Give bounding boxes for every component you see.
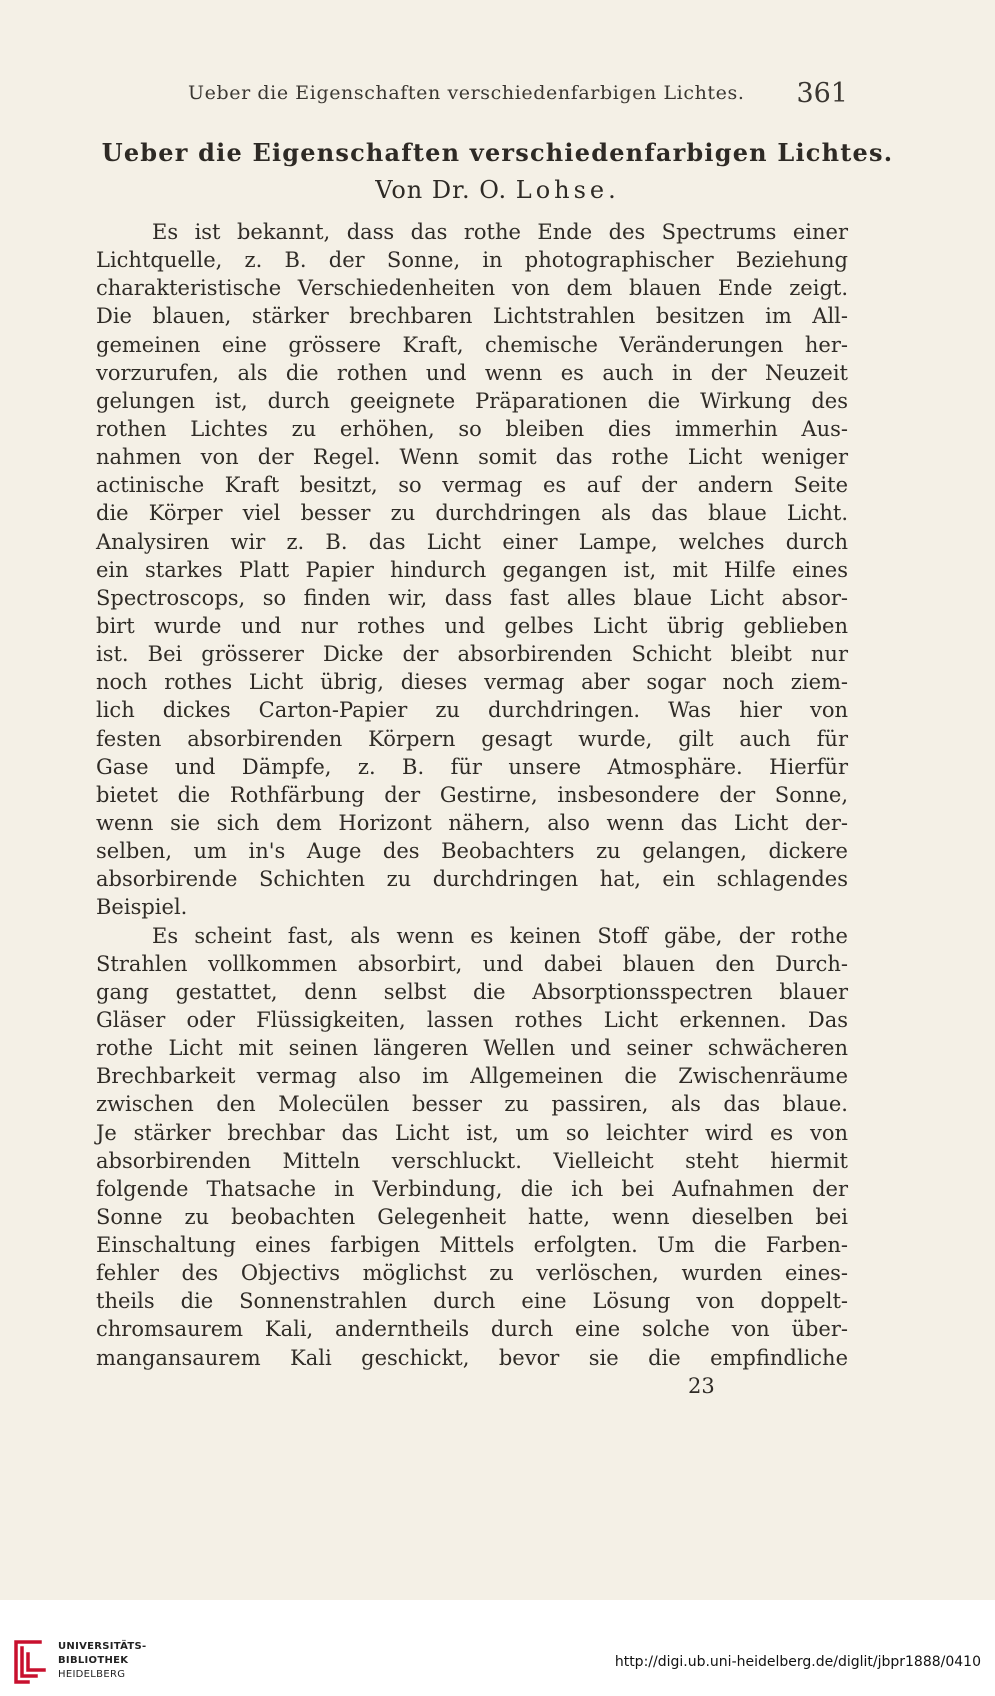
text-line: Brechbarkeit vermag also im Allgemeinen die Zwischenräume: [96, 1064, 848, 1089]
text-line: rothen Lichtes zu erhöhen, so bleiben dies immerhin Aus-: [96, 416, 848, 441]
text-line: birt wurde und nur rothes und gelbes Licht übrig geblieben: [96, 613, 848, 638]
institution-line-3: HEIDELBERG: [58, 1669, 126, 1680]
byline-prefix: Von Dr. O.: [375, 176, 508, 204]
text-line: chromsaurem Kali, anderntheils durch eine solche von über-: [96, 1317, 848, 1342]
text-line: charakteristische Verschiedenheiten von dem blauen Ende zeigt.: [96, 276, 848, 301]
text-line: actinische Kraft besitzt, so vermag es auf der andern Seite: [96, 473, 848, 498]
text-line: gemeinen eine grössere Kraft, chemische Veränderungen her-: [96, 332, 848, 357]
text-line: Die blauen, stärker brechbaren Lichtstrahlen besitzen im All-: [96, 304, 848, 329]
body-text: [96, 218, 848, 1372]
text-line: Strahlen vollkommen absorbirt, und dabei blauen den Durch-: [96, 951, 848, 976]
running-head: [96, 78, 848, 108]
institution-line-2: BIBLIOTHEK: [58, 1655, 129, 1666]
running-head-title: Ueber die Eigenschaften verschiedenfarbigen Lichtes.: [188, 82, 745, 104]
text-line: gelungen ist, durch geeignete Präparationen die Wirkung des: [96, 388, 848, 413]
text-line: absorbirende Schichten zu durchdringen hat, ein schlagendes: [96, 867, 848, 892]
text-line: Lichtquelle, z. B. der Sonne, in photographischer Beziehung: [96, 248, 848, 273]
text-line: Gase und Dämpfe, z. B. für unsere Atmosphäre. Hierfür: [96, 754, 848, 779]
institution-line-1: UNIVERSITÄTS-: [58, 1641, 147, 1652]
text-line: zwischen den Molecülen besser zu passiren, als das blaue.: [96, 1092, 848, 1117]
page-number: 361: [796, 78, 848, 109]
article-title: Ueber die Eigenschaften verschiedenfarbigen Lichtes.: [101, 138, 894, 167]
byline: [0, 176, 995, 204]
text-line: Spectroscops, so finden wir, dass fast alles blaue Licht absor-: [96, 585, 848, 610]
text-line: noch rothes Licht übrig, dieses vermag aber sogar noch ziem-: [96, 670, 848, 695]
text-line: Gläser oder Flüssigkeiten, lassen rothes Licht erkennen. Das: [96, 1007, 848, 1032]
text-line: Analysiren wir z. B. das Licht einer Lampe, welches durch: [96, 529, 848, 554]
text-line: theils die Sonnenstrahlen durch eine Lösung von doppelt-: [96, 1289, 848, 1314]
text-line: ist. Bei grösserer Dicke der absorbirenden Schicht bleibt nur: [96, 642, 848, 667]
text-line: selben, um in's Auge des Beobachters zu gelangen, dickere: [96, 839, 848, 864]
signature-mark: 23: [688, 1374, 715, 1398]
text-line: fehler des Objectivs möglichst zu verlöschen, wurden eines-: [96, 1261, 848, 1286]
text-line: mangansaurem Kali geschickt, bevor sie die empfindliche: [96, 1345, 848, 1370]
text-line: die Körper viel besser zu durchdringen als das blaue Licht.: [96, 501, 848, 526]
text-line: festen absorbirenden Körpern gesagt wurde, gilt auch für: [96, 726, 848, 751]
byline-author: Lohse.: [515, 176, 620, 204]
text-line: wenn sie sich dem Horizont nähern, also wenn das Licht der-: [96, 810, 848, 835]
text-line: ein starkes Platt Papier hindurch gegangen ist, mit Hilfe eines: [96, 557, 848, 582]
footer-bar: [0, 1600, 995, 1696]
text-line: folgende Thatsache in Verbindung, die ich bei Aufnahmen der: [96, 1176, 848, 1201]
text-line: Es ist bekannt, dass das rothe Ende des Spectrums einer: [152, 220, 848, 244]
text-line: gang gestattet, denn selbst die Absorptionsspectren blauer: [96, 979, 848, 1004]
text-line: Es scheint fast, als wenn es keinen Stoff gäbe, der rothe: [152, 923, 848, 948]
text-line: absorbirenden Mitteln verschluckt. Vielleicht steht hiermit: [96, 1148, 848, 1173]
text-line: Sonne zu beobachten Gelegenheit hatte, wenn dieselben bei: [96, 1204, 848, 1229]
institution-name: [58, 1640, 147, 1682]
source-url-link[interactable]: http://digi.ub.uni-heidelberg.de/diglit/jbpr1888/0410: [614, 1654, 981, 1670]
text-line: bietet die Rothfärbung der Gestirne, insbesondere der Sonne,: [96, 782, 848, 807]
text-line: vorzurufen, als die rothen und wenn es auch in der Neuzeit: [96, 360, 848, 385]
text-line: lich dickes Carton-Papier zu durchdringen. Was hier von: [96, 698, 848, 723]
text-line: Je stärker brechbar das Licht ist, um so leichter wird es von: [96, 1120, 848, 1145]
text-line: Beispiel.: [96, 895, 188, 920]
text-line: rothe Licht mit seinen längeren Wellen und seiner schwächeren: [96, 1036, 848, 1061]
library-logo-icon: [10, 1638, 52, 1688]
text-line: Einschaltung eines farbigen Mittels erfolgten. Um die Farben-: [96, 1233, 848, 1258]
text-line: nahmen von der Regel. Wenn somit das rothe Licht weniger: [96, 445, 848, 470]
